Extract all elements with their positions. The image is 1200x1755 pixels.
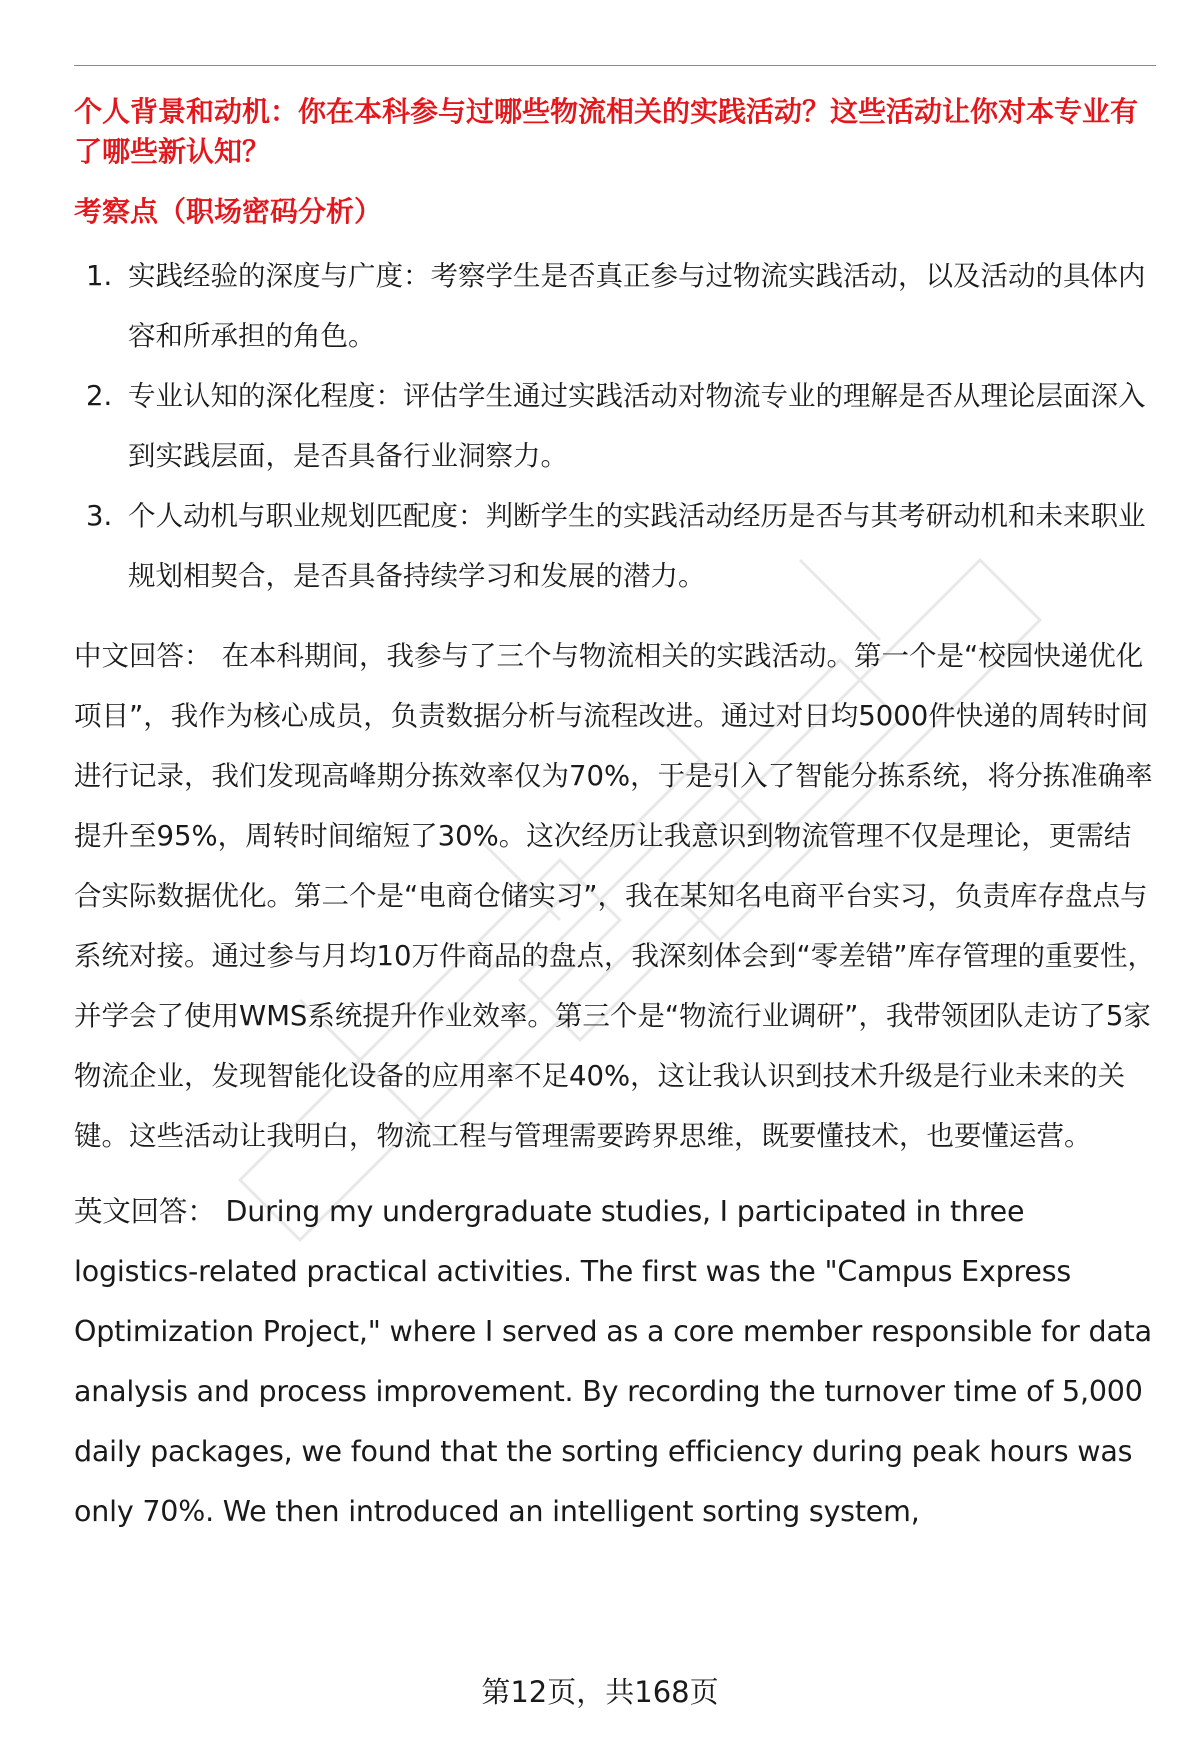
header-rule [74, 65, 1156, 66]
chinese-answer-label: 中文回答： [74, 640, 212, 672]
evaluation-points-list [74, 246, 1156, 606]
list-item-text: 个人动机与职业规划匹配度：判断学生的实践活动经历是否与其考研动机和未来职业规划相契合，是否具备持续学习和发展的潜力。 [128, 500, 1146, 592]
english-answer-label: 英文回答： [74, 1195, 216, 1228]
list-item [74, 486, 1156, 606]
content-area [74, 92, 1156, 1542]
list-item [74, 246, 1156, 366]
list-item-number: 1. [86, 260, 113, 292]
chinese-answer-text: 在本科期间，我参与了三个与物流相关的实践活动。第一个是“校园快递优化项目”，我作为核心成员，负责数据分析与流程改进。通过对日均5000件快递的周转时间进行记录，我们发现高峰期分拣效率仅为70%，于是引入了智能分拣系统，将分拣准确率提升至95%，周转时间缩短了30%。这次经历让我意识到物流管理不仅是理论，更需结合实际数据优化。第二个是“电商仓储实习”，我在某知名电商平台实习，负责库存盘点与系统对接。通过参与月均10万件商品的盘点，我深刻体会到“零差错”库存管理的重要性，并学会了使用WMS系统提升作业效率。第三个是“物流行业调研”，我带领团队走访了5家物流企业，发现智能化设备的应用率不足40%，这让我认识到技术升级是行业未来的关键。这些活动让我明白，物流工程与管理需要跨界思维，既要懂技术，也要懂运营。 [74, 640, 1155, 1152]
list-item-text: 实践经验的深度与广度：考察学生是否真正参与过物流实践活动，以及活动的具体内容和所承担的角色。 [128, 260, 1146, 352]
english-answer-text: During my undergraduate studies, I participated in three logistics-related practical activities. The first was the "Campus Express Optimization Project," where I served as a core member responsible for data analysis and process improvement. By recording the turnover time of 5,000 daily packages, we found that the sorting efficiency during peak hours was only 70%. We then introduced an intelligent sorting system, [74, 1195, 1152, 1528]
question-heading: 个人背景和动机：你在本科参与过哪些物流相关的实践活动？这些活动让你对本专业有了哪些新认知？ [74, 95, 1139, 168]
list-item-number: 2. [86, 380, 113, 412]
chinese-answer [74, 626, 1156, 1166]
list-item-number: 3. [86, 500, 113, 532]
list-item [74, 366, 1156, 486]
english-answer [74, 1182, 1156, 1542]
page-number-footer: 第12页，共168页 [481, 1675, 719, 1709]
list-item-text: 专业认知的深化程度：评估学生通过实践活动对物流专业的理解是否从理论层面深入到实践层面，是否具备行业洞察力。 [128, 380, 1146, 472]
focus-heading: 考察点（职场密码分析） [74, 195, 383, 228]
